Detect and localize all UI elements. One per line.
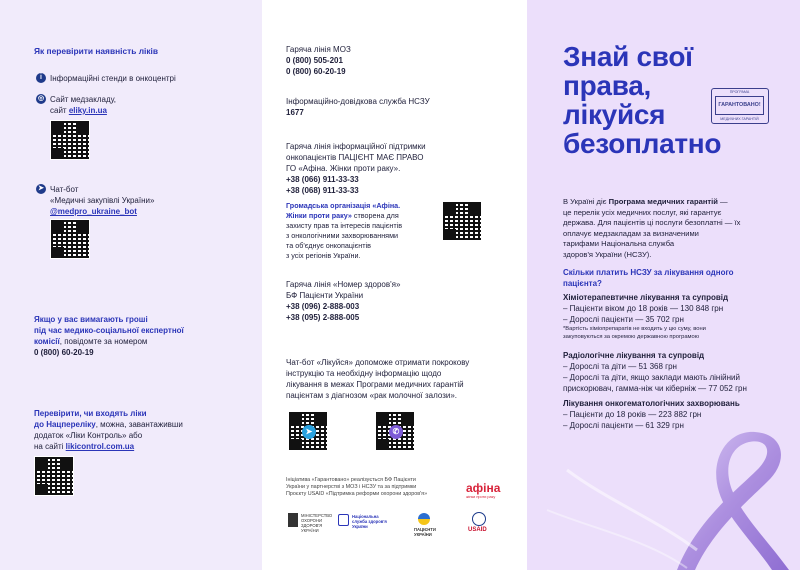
usaid-seal-icon xyxy=(472,512,486,526)
hemato-title: Лікування онкогематологічних захворювань xyxy=(563,399,740,408)
moz-logo: МІНІСТЕРСТВО ОХОРОНИ ЗДОРОВ'Я УКРАЇНИ xyxy=(301,513,333,533)
medpro-qr-code xyxy=(50,219,90,259)
health-phone-2: +38 (095) 2-888-005 xyxy=(286,313,360,322)
nszu-logo: Національна служба здоров'я України xyxy=(352,514,387,529)
health-phone-1: +38 (096) 2-888-003 xyxy=(286,302,360,311)
afina-line6: з усіх регіонів України. xyxy=(286,251,361,260)
chemo-note-2: закуповуються за окремою державною програмою xyxy=(563,334,700,340)
telegram-icon: ➤ xyxy=(302,425,316,439)
intro-line2: це перелік усіх медичних послуг, які гарантує xyxy=(563,207,722,217)
health-line1: Гаряча лінія «Номер здоров'я» xyxy=(286,280,401,289)
check-line4: на сайті likicontrol.com.ua xyxy=(34,442,135,451)
hemato-kids: – Пацієнти до 18 років — 223 882 грн xyxy=(563,410,702,419)
nszu-phone: 1677 xyxy=(286,108,304,117)
support-line1: Гаряча лінія інформаційної підтримки xyxy=(286,142,426,151)
radio-line3: прискорювач, гамма-ніж чи кібернiж — 77 052 грн xyxy=(563,384,747,393)
check-line3: додаток «Ліки Контроль» або xyxy=(34,431,143,440)
footer-line3: Проєкту USAID «Підтримка реформи охорони здоров'я» xyxy=(286,491,428,497)
moz-title: Гаряча лінія МОЗ xyxy=(286,45,351,54)
globe-icon: ◎ xyxy=(37,95,45,102)
afina-line5: та об'єднує онкопацієнтів xyxy=(286,241,371,250)
hemato-adults: – Дорослі пацієнти — 61 329 грн xyxy=(563,421,684,430)
bot-line2: інструкцію та необхідну інформацію щодо xyxy=(286,369,442,378)
main-title: Знай свої права, лікуйся безоплатно xyxy=(563,41,722,159)
left-panel xyxy=(0,0,262,570)
afina-line4: з онкологічними захворюваннями xyxy=(286,231,399,240)
intro-line3: держава. Для пацієнтів ці послуги безоплатні — їх xyxy=(563,218,741,227)
money-line3: комісії, повідомте за номером xyxy=(34,337,148,346)
chatbot-name: «Медичні закупівлі України» xyxy=(50,196,155,205)
bot-line1: Чат-бот «Лікуйся» допоможе отримати покрокову xyxy=(286,358,470,367)
viber-icon: ✆ xyxy=(389,425,403,439)
viber-bot-qr-code xyxy=(375,411,415,451)
telegram-icon: ➤ xyxy=(36,184,46,194)
chemo-title: Хіміотерапевтичне лікування та супровід xyxy=(563,293,729,302)
patients-logo: ПАЦІЄНТИ УКРАЇНИ xyxy=(414,527,436,537)
money-line1: Якщо у вас вимагають гроші xyxy=(34,315,148,324)
chemo-note-1: *Вартість хіміопрепаратів не входить у цю суму, вони xyxy=(563,326,706,332)
footer-line2: України у партнерстві з МОЗ і НСЗУ та за підтримки xyxy=(286,484,417,490)
afina-logo-sub: жінки проти раку xyxy=(466,495,496,499)
eliky-qr-code xyxy=(50,120,90,160)
availability-heading: Як перевірити наявність ліків xyxy=(34,46,159,56)
health-line2: БФ Пацієнти України xyxy=(286,291,364,300)
middle-panel xyxy=(262,0,527,570)
moz-phone-2: 0 (800) 60-20-19 xyxy=(286,67,346,76)
afina-qr-code xyxy=(442,201,482,241)
check-line1: Перевірити, чи входять ліки xyxy=(34,409,147,418)
support-line3: ГО «Афіна. Жінки проти раку». xyxy=(286,164,401,173)
nszu-shield-icon xyxy=(338,514,349,526)
bot-line4: пацієнтам з діагнозом «рак молочної залози». xyxy=(286,391,458,400)
question-line1: Скільки платить НСЗУ за лікування одного xyxy=(563,268,734,277)
info-stands-text: Інформаційні стенди в онкоцентрі xyxy=(50,74,176,83)
check-line2: до Нацпереліку, можна, завантаживши xyxy=(34,420,183,429)
patients-heart-icon xyxy=(418,513,430,525)
afina-line2: Жінки проти раку» створена для xyxy=(286,211,399,220)
radio-line2: – Дорослі та діти, якщо заклади мають лінійний xyxy=(563,373,740,382)
likicontrol-link[interactable]: likicontrol.com.ua xyxy=(65,442,135,451)
bot-line3: лікування в межах Програми медичних гарантій xyxy=(286,380,464,389)
afina-line1: Громадська організація «Афіна. xyxy=(286,201,401,210)
guaranteed-stamp: ПРОГРАМА ГАРАНТОВАНО! МЕДИЧНИХ ГАРАНТІЙ xyxy=(711,88,769,124)
intro-line5: тарифами Національна служба xyxy=(563,239,675,248)
website-line2: сайт eliky.in.ua xyxy=(50,106,107,115)
right-panel xyxy=(527,0,800,570)
question-line2: пацієнта? xyxy=(563,279,602,288)
radio-title: Радіологічне лікування та супровід xyxy=(563,351,705,360)
moz-phone-1: 0 (800) 505-201 xyxy=(286,56,343,65)
chemo-kids: – Пацієнти віком до 18 років — 130 848 грн xyxy=(563,304,724,313)
money-phone: 0 (800) 60-20-19 xyxy=(34,348,94,357)
money-line2: під час медико-соціальної експертної xyxy=(34,326,184,335)
intro-line1: В Україні діє Програма медичних гарантій — xyxy=(563,197,728,206)
website-text: Сайт медзакладу, xyxy=(50,95,117,104)
support-line2: онкопацієнтів ПАЦІЄНТ МАЄ ПРАВО xyxy=(286,153,424,162)
intro-line4: оплачує медзакладам за визначеними xyxy=(563,228,699,238)
nszu-title: Інформаційно-довідкова служба НСЗУ xyxy=(286,97,430,106)
chemo-adults: – Дорослі пацієнти — 35 702 грн xyxy=(563,315,684,324)
coat-of-arms-icon xyxy=(288,513,298,527)
info-icon: i xyxy=(36,73,46,83)
eliky-link[interactable]: eliky.in.ua xyxy=(68,106,107,115)
footer-line1: Ініціатива «Гарантовано» реалізується БФ Пацієнти xyxy=(286,477,416,483)
support-phone-1: +38 (066) 911-33-33 xyxy=(286,175,359,184)
afina-logo: афіна xyxy=(466,481,501,495)
telegram-bot-qr-code xyxy=(288,411,328,451)
intro-line6: здоров'я України (НСЗУ). xyxy=(563,249,652,259)
chatbot-label: Чат-бот xyxy=(50,185,79,194)
usaid-logo: USAID xyxy=(468,527,487,533)
radio-line1: – Дорослі та діти — 51 368 грн xyxy=(563,362,677,371)
medpro-bot-link[interactable]: @medpro_ukraine_bot xyxy=(50,207,137,216)
likicontrol-qr-code xyxy=(34,456,74,496)
afina-line3: захисту прав та інтересів пацієнтів xyxy=(286,221,403,230)
support-phone-2: +38 (068) 911-33-33 xyxy=(286,186,359,195)
awareness-ribbon-icon xyxy=(527,430,800,570)
